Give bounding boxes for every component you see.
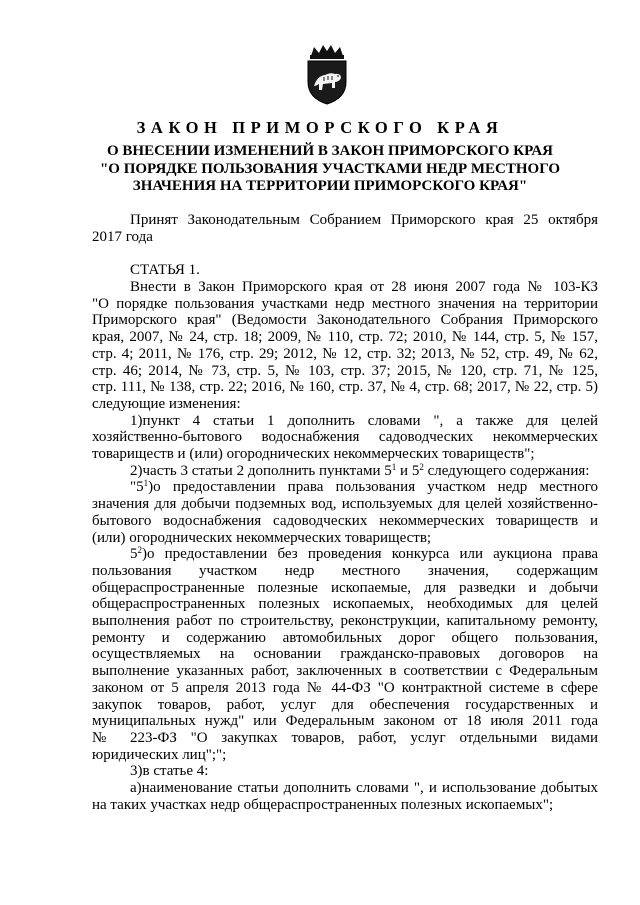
adoption-line: Принят Законодательным Собранием Приморского края 25 октября [130,212,598,228]
superscript: 2 [419,461,424,472]
text-line: ремонту и содержанию автомобильных дорог общего пользования, [92,629,598,646]
text-fragment: )о предоставлении без проведения конкурса или аукциона права [142,546,598,563]
text-line: закупок товаров, работ, услуг для обеспечения государственных и [92,696,598,713]
text-line: пользования участком недр местного значения, содержащим [92,562,598,579]
text-line: Внести в Закон Приморского края от 28 июня 2007 года № 103-КЗ [130,279,598,295]
text-line: товариществ и (или) огороднических некоммерческих товариществ"; [92,446,535,463]
text-line: хозяйственно-бытового водоснабжения садоводческих некоммерческих [92,429,598,446]
text-line [92,463,598,480]
text-line: края, 2007, № 24, стр. 18; 2009, № 110, стр. 72; 2010, № 144, стр. 5, № 157, [92,329,598,346]
text-line: следующие изменения: [92,395,241,412]
text-fragment: "5 [130,479,144,496]
primorsky-krai-coat-of-arms-icon [297,42,357,106]
text-line: а)наименование статьи дополнить словами ", и использование добытых [130,780,598,797]
text-line: муниципальных нужд" или Федеральным законом от 18 июля 2011 года [92,713,598,730]
law-subtitle [60,143,600,196]
text-line: № 223-ФЗ "О закупках товаров, работ, услуг отдельными видами [92,729,598,746]
text-line: 1)пункт 4 статьи 1 дополнить словами ", а также для целей [130,412,598,429]
text-line: осуществляемых на основании гражданско-правовых договоров на [92,646,598,663]
text-line: законом от 5 апреля 2013 года № 44-ФЗ "О контрактной системе в сфере [92,679,598,696]
text-line [92,546,598,563]
article-heading-text: СТАТЬЯ 1. [130,262,200,278]
text-line: на таких участках недр общераспространенных полезных ископаемых"; [92,796,554,813]
text-line: значения для добычи подземных вод, используемых для целей хозяйственно- [92,496,598,513]
adoption-note [92,212,598,245]
subtitle-line: "О ПОРЯДКЕ ПОЛЬЗОВАНИЯ УЧАСТКАМИ НЕДР МЕСТНОГО [99,160,561,177]
article-heading [92,262,598,279]
coat-of-arms-emblem [297,42,357,106]
text-line: стр. 111, № 138, стр. 22; 2016, № 160, стр. 37, № 4, стр. 68; 2017, № 22, стр. 5) [92,379,598,396]
text-fragment: 2)часть 3 статьи 2 дополнить пунктами 5 [130,462,392,479]
text-line: "О порядке пользования участками недр местного значения на территории [92,295,598,312]
text-fragment: следующего содержания: [423,462,590,479]
superscript: 1 [143,478,149,489]
subtitle-line: О ВНЕСЕНИИ ИЗМЕНЕНИЙ В ЗАКОН ПРИМОРСКОГО КРАЯ [107,143,553,159]
text-fragment: и 5 [396,462,420,479]
law-title: ЗАКОН ПРИМОРСКОГО КРАЯ [136,118,504,137]
text-line [92,479,598,496]
text-line: Приморского края" (Ведомости Законодательного Собрания Приморского [92,312,598,329]
text-line: выполнения работ по строительству, реконструкции, капитальному ремонту, [92,613,598,630]
text-line: стр. 4; 2011, № 176, стр. 29; 2012, № 12, стр. 32; 2013, № 52, стр. 49, № 62, [92,345,598,362]
text-fragment: 5 [130,546,138,563]
text-line: бытового водоснабжения садоводческих некоммерческих товариществ и [92,512,598,529]
adoption-line: 2017 года [92,228,153,245]
text-line: выполнение указанных работ, заключенных в соответствии с Федеральным [92,663,598,680]
text-line: общераспространенные полезные ископаемые, для разведки и добычи [92,579,598,596]
subtitle-line: ЗНАЧЕНИЯ НА ТЕРРИТОРИИ ПРИМОРСКОГО КРАЯ" [132,178,528,194]
text-line: 3)в статье 4: [130,763,209,780]
text-fragment: )о предоставлении права пользования участком недр местного [148,479,598,496]
superscript: 1 [391,461,397,472]
article-body [92,279,598,814]
text-line: общераспространенных полезных ископаемых, необходимых для целей [92,596,598,613]
text-line: юридических лиц";"; [92,746,227,763]
text-line: стр. 46; 2014, № 73, стр. 5, № 103, стр. 37; 2015, № 120, стр. 71, № 125, [92,362,598,379]
text-line: (или) огороднических некоммерческих товариществ; [92,529,432,546]
superscript: 2 [137,545,142,556]
